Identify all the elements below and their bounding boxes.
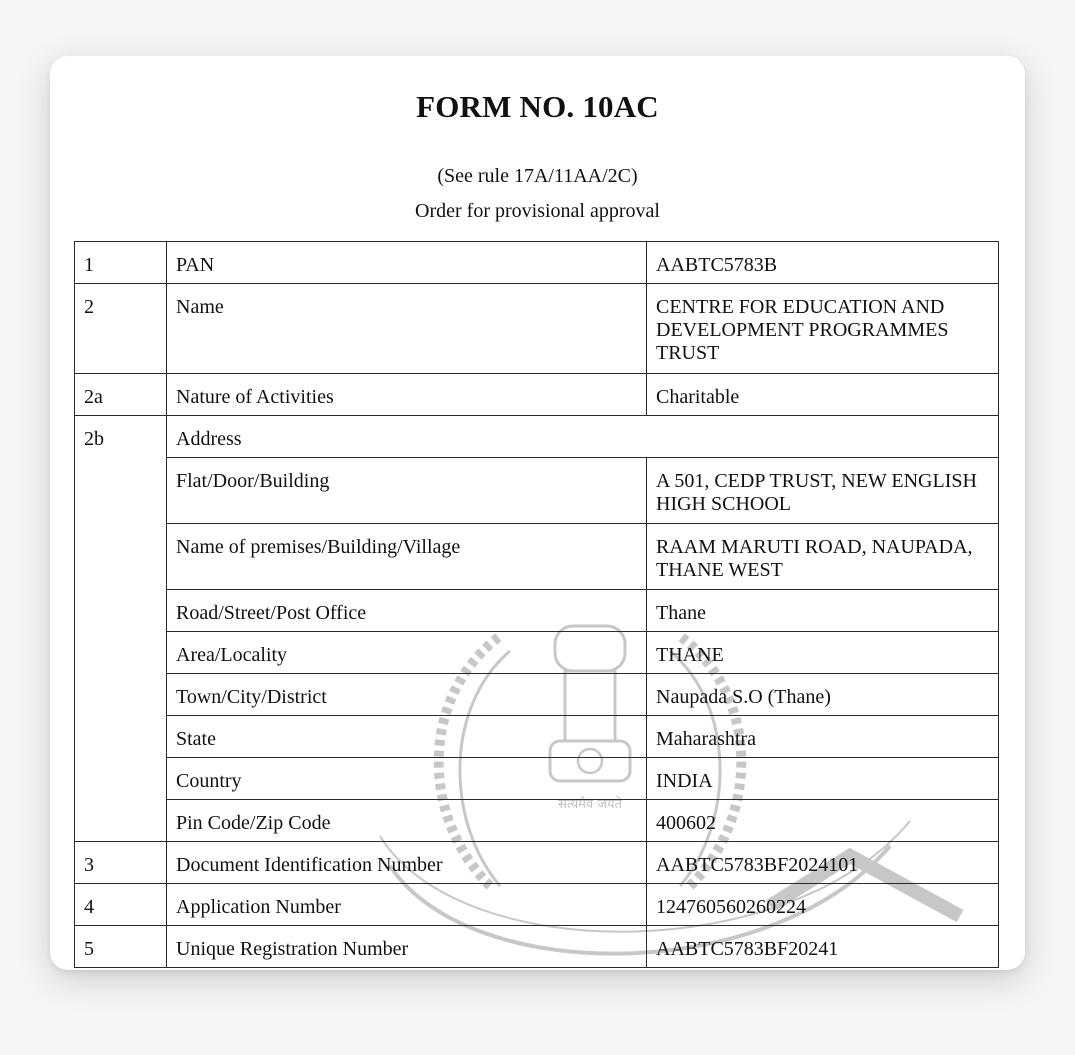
order-description: Order for provisional approval [415, 200, 660, 222]
document-page [50, 56, 1025, 970]
row-value: AABTC5783BF2024101 [647, 842, 999, 884]
table-row-din [75, 842, 999, 884]
row-number: 2 [75, 284, 167, 374]
address-field-value: Naupada S.O (Thane) [647, 674, 999, 716]
address-row-area [75, 632, 999, 674]
address-field-label: Area/Locality [167, 632, 647, 674]
table-row-address [75, 416, 999, 458]
form-title: FORM NO. 10AC [416, 89, 659, 124]
form-table [74, 241, 999, 968]
row-value: CENTRE FOR EDUCATION AND DEVELOPMENT PROGRAMMES TRUST [647, 284, 999, 374]
row-label: Document Identification Number [167, 842, 647, 884]
address-field-label: Town/City/District [167, 674, 647, 716]
address-row-premises [75, 524, 999, 590]
row-label: Address [167, 416, 999, 458]
row-label: Application Number [167, 884, 647, 926]
row-label: Name [167, 284, 647, 374]
address-field-label: Name of premises/Building/Village [167, 524, 647, 590]
address-field-value: INDIA [647, 758, 999, 800]
address-row-town [75, 674, 999, 716]
address-field-value: A 501, CEDP TRUST, NEW ENGLISH HIGH SCHOOL [647, 458, 999, 524]
address-row-road [75, 590, 999, 632]
row-number: 3 [75, 842, 167, 884]
table-row-name [75, 284, 999, 374]
address-row-flat [75, 458, 999, 524]
row-number: 2a [75, 374, 167, 416]
row-value: Charitable [647, 374, 999, 416]
address-field-label: State [167, 716, 647, 758]
table-row-urn [75, 926, 999, 968]
address-field-value: Maharashtra [647, 716, 999, 758]
address-field-label: Pin Code/Zip Code [167, 800, 647, 842]
table-row-application [75, 884, 999, 926]
address-field-label: Road/Street/Post Office [167, 590, 647, 632]
watermark-motto: सत्यमेव जयते [558, 797, 622, 812]
rule-reference: (See rule 17A/11AA/2C) [437, 165, 638, 187]
row-label: Nature of Activities [167, 374, 647, 416]
address-row-pincode [75, 800, 999, 842]
form-subheading [50, 159, 1025, 229]
table-row-activities [75, 374, 999, 416]
row-value: AABTC5783BF20241 [647, 926, 999, 968]
address-row-country [75, 758, 999, 800]
address-field-value: Thane [647, 590, 999, 632]
address-field-value: 400602 [647, 800, 999, 842]
address-field-value: THANE [647, 632, 999, 674]
row-label: PAN [167, 242, 647, 284]
row-value: AABTC5783B [647, 242, 999, 284]
row-number: 4 [75, 884, 167, 926]
row-number: 2b [75, 416, 167, 458]
address-row-state [75, 716, 999, 758]
address-field-value: RAAM MARUTI ROAD, NAUPADA, THANE WEST [647, 524, 999, 590]
address-field-label: Flat/Door/Building [167, 458, 647, 524]
row-value: 124760560260224 [647, 884, 999, 926]
table-row-pan [75, 242, 999, 284]
row-number: 5 [75, 926, 167, 968]
address-field-label: Country [167, 758, 647, 800]
row-number: 1 [75, 242, 167, 284]
row-label: Unique Registration Number [167, 926, 647, 968]
